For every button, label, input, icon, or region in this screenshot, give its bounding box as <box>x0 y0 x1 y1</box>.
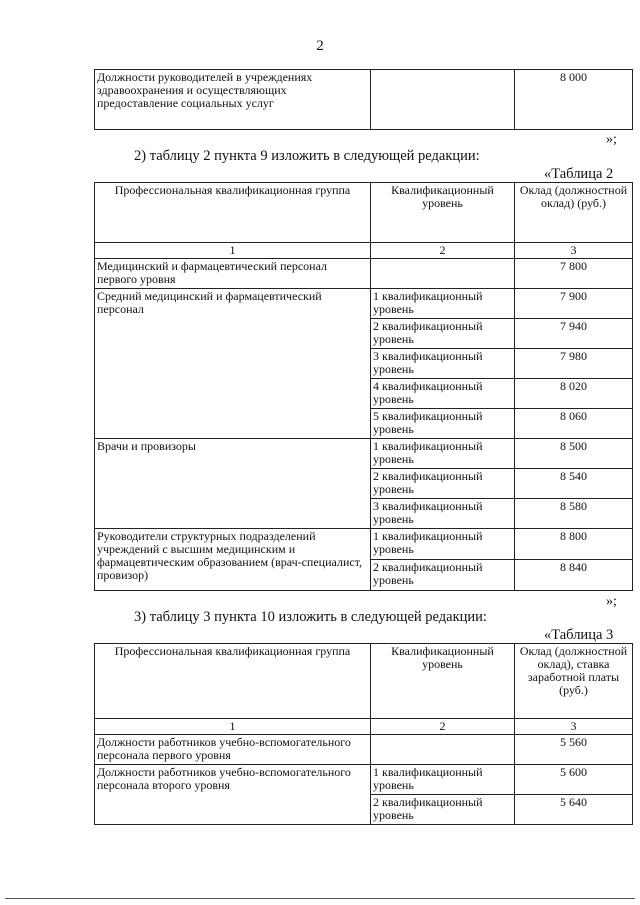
col-number: 2 <box>371 243 515 259</box>
level-cell: 1 квалификационный уровень <box>371 765 515 795</box>
level-cell: 2 квалификационный уровень <box>371 560 515 591</box>
table-row <box>95 439 633 469</box>
salary-cell: 8 500 <box>515 439 633 469</box>
col-number: 2 <box>371 719 515 735</box>
column-number-row <box>95 243 633 259</box>
level-cell: 2 квалификационный уровень <box>371 319 515 349</box>
paragraph-2: 2) таблицу 2 пункта 9 изложить в следующей редакции: <box>134 148 480 164</box>
column-number-row <box>95 719 633 735</box>
level-cell: 2 квалификационный уровень <box>371 795 515 825</box>
level-cell <box>371 70 515 130</box>
header-salary: Оклад (должностной оклад) (руб.) <box>515 183 633 243</box>
table-row <box>95 259 633 289</box>
table-3 <box>94 643 633 825</box>
salary-cell: 8 580 <box>515 499 633 529</box>
table-row <box>95 765 633 795</box>
header-row <box>95 644 633 719</box>
salary-cell: 8 800 <box>515 529 633 560</box>
group-cell: Врачи и провизоры <box>95 439 371 529</box>
salary-cell: 8 000 <box>515 70 633 130</box>
group-cell: Должности работников учебно-вспомогательного персонала первого уровня <box>95 735 371 765</box>
salary-cell: 7 940 <box>515 319 633 349</box>
salary-cell: 7 980 <box>515 349 633 379</box>
closing-quote: »; <box>606 132 617 147</box>
col-number: 1 <box>95 243 371 259</box>
salary-cell: 5 560 <box>515 735 633 765</box>
table-row <box>95 70 633 130</box>
header-level: Квалификационный уровень <box>371 644 515 719</box>
level-cell: 1 квалификационный уровень <box>371 529 515 560</box>
level-cell <box>371 259 515 289</box>
salary-cell: 8 540 <box>515 469 633 499</box>
level-cell: 2 квалификационный уровень <box>371 469 515 499</box>
level-cell: 4 квалификационный уровень <box>371 379 515 409</box>
level-cell: 3 квалификационный уровень <box>371 499 515 529</box>
salary-cell: 8 020 <box>515 379 633 409</box>
table-2 <box>94 182 633 591</box>
col-number: 1 <box>95 719 371 735</box>
salary-cell: 8 840 <box>515 560 633 591</box>
salary-cell: 8 060 <box>515 409 633 439</box>
level-cell: 5 квалификационный уровень <box>371 409 515 439</box>
group-cell: Должности руководителей в учреждениях здравоохранения и осуществляющих предоставление социальных услуг <box>95 70 371 130</box>
salary-cell: 7 800 <box>515 259 633 289</box>
group-cell: Медицинский и фармацевтический персонал первого уровня <box>95 259 371 289</box>
group-cell: Должности работников учебно-вспомогательного персонала второго уровня <box>95 765 371 825</box>
salary-cell: 5 600 <box>515 765 633 795</box>
header-level: Квалификационный уровень <box>371 183 515 243</box>
table-row <box>95 735 633 765</box>
group-cell: Руководители структурных подразделений учреждений с высшим медицинским и фармацевтическим образованием (врач-специалист, провизор) <box>95 529 371 591</box>
level-cell: 1 квалификационный уровень <box>371 289 515 319</box>
group-cell: Средний медицинский и фармацевтический персонал <box>95 289 371 439</box>
level-cell: 1 квалификационный уровень <box>371 439 515 469</box>
table-1 <box>94 69 633 130</box>
closing-quote: »; <box>606 594 617 609</box>
table-3-label: «Таблица 3 <box>544 627 614 643</box>
col-number: 3 <box>515 243 633 259</box>
table-2-label: «Таблица 2 <box>544 166 614 182</box>
level-cell: 3 квалификационный уровень <box>371 349 515 379</box>
salary-cell: 5 640 <box>515 795 633 825</box>
header-group: Профессиональная квалификационная группа <box>95 183 371 243</box>
page-number: 2 <box>316 38 324 54</box>
col-number: 3 <box>515 719 633 735</box>
header-salary: Оклад (должностной оклад), ставка заработной платы (руб.) <box>515 644 633 719</box>
table-row <box>95 289 633 319</box>
header-row <box>95 183 633 243</box>
table-row <box>95 529 633 560</box>
paragraph-3: 3) таблицу 3 пункта 10 изложить в следующей редакции: <box>134 609 487 625</box>
header-group: Профессиональная квалификационная группа <box>95 644 371 719</box>
level-cell <box>371 735 515 765</box>
bottom-scan-edge <box>5 898 635 899</box>
salary-cell: 7 900 <box>515 289 633 319</box>
